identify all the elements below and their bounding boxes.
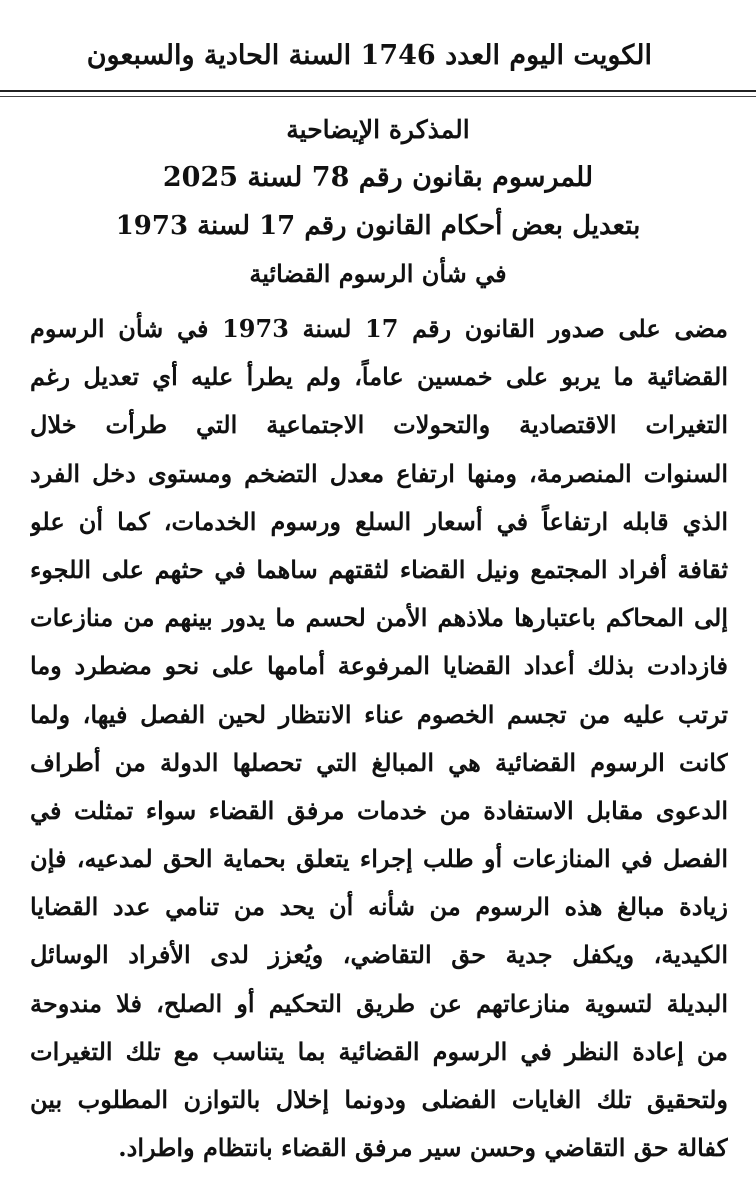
memo-title: المذكرة الإيضاحية [286, 115, 470, 144]
body-line: مضى على صدور القانون رقم 17 لسنة 1973 في شأن الرسوم [30, 314, 728, 343]
body-line: البديلة لتسوية منازعاتهم عن طريق التحكيم أو الصلح، فلا مندوحة [30, 988, 728, 1018]
body-line: الفصل في المنازعات أو طلب إجراء يتعلق بحماية الحق لمدعيه، فإن [30, 844, 728, 874]
running-header: الكويت اليوم العدد 1746 السنة الحادية والسبعون [86, 40, 652, 71]
body-line: الدعوى مقابل الاستفادة من خدمات مرفق القضاء سواء تمثلت في [30, 795, 728, 825]
body-line: التغيرات الاقتصادية والتحولات الاجتماعية التي طرأت خلال [30, 410, 728, 440]
header-rule-thick [0, 90, 756, 92]
decree-subtitle: للمرسوم بقانون رقم 78 لسنة 2025 [162, 162, 594, 193]
memo-titles [30, 106, 726, 298]
body-line: ترتب عليه من تجسم الخصوم عناء الانتظار لحين الفصل فيها، ولما [30, 699, 728, 729]
memo-body [30, 305, 728, 1172]
body-line: كانت الرسوم القضائية هي المبالغ التي تحصلها الدولة من أطراف [30, 747, 728, 777]
body-line: إلى المحاكم باعتبارها ملاذهم الأمن لحسم ما يدور بينهم من منازعات [30, 603, 728, 633]
header-rule-thin [0, 96, 756, 97]
body-line: فازدادت بذلك أعداد القضايا المرفوعة أمامها على نحو مضطرد وما [30, 651, 728, 681]
body-line: زيادة مبالغ هذه الرسوم من شأنه أن يحد من تنامي عدد القضايا [30, 892, 728, 922]
body-line-last: كفالة حق التقاضي وحسن سير مرفق القضاء بانتظام واطراد. [118, 1133, 728, 1163]
body-line: ولتحقيق تلك الغايات الفضلى ودونما إخلال بالتوازن المطلوب بين [30, 1085, 728, 1114]
body-line: من إعادة النظر في الرسوم القضائية بما يتناسب مع تلك التغيرات [30, 1036, 728, 1066]
body-line: الكيدية، ويكفل جدية حق التقاضي، ويُعزز لدى الأفراد الوسائل [30, 940, 728, 970]
body-line: السنوات المنصرمة، ومنها ارتفاع معدل التضخم ومستوى دخل الفرد [30, 458, 728, 488]
body-line: القضائية ما يربو على خمسين عاماً، ولم يطرأ عليه أي تعديل رغم [30, 362, 728, 392]
body-line: ثقافة أفراد المجتمع ونيل القضاء لثقتهم ساهما في حثهم على اللجوء [30, 554, 728, 584]
subject-subtitle: في شأن الرسوم القضائية [249, 259, 507, 288]
body-line: الذي قابله ارتفاعاً في أسعار السلع ورسوم الخدمات، كما أن علو [30, 506, 728, 536]
amendment-subtitle: بتعديل بعض أحكام القانون رقم 17 لسنة 1973 [115, 211, 641, 241]
